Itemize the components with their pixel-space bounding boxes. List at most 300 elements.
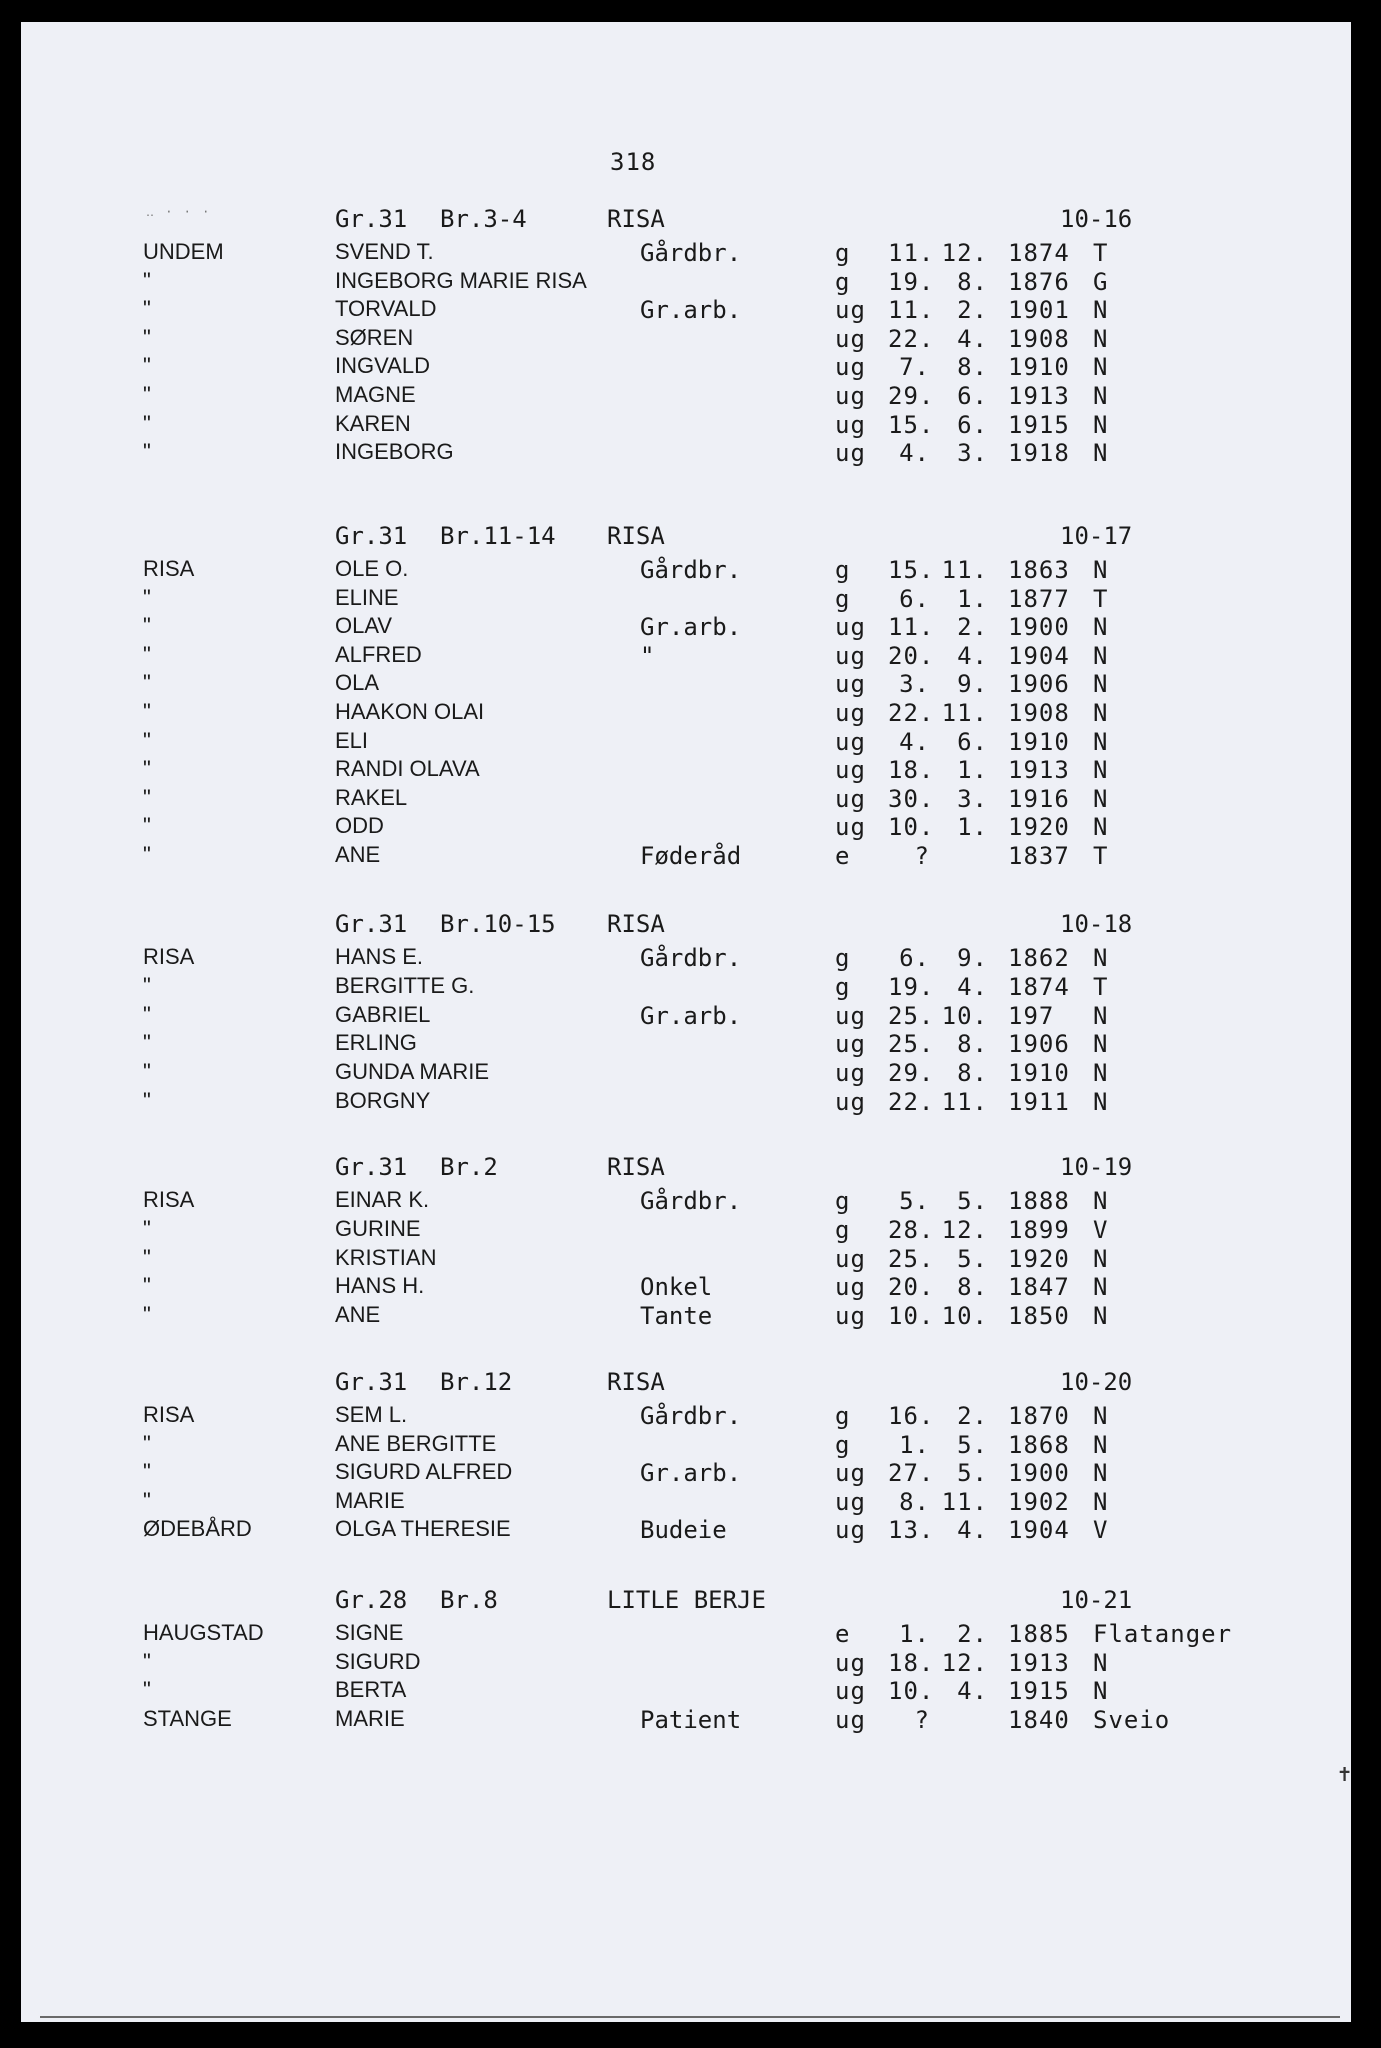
birth-year-cell: 1863 [1008,556,1070,584]
birth-month-cell: 4. [957,1677,988,1706]
occupation-cell: Budeie [640,1516,727,1545]
given-name-cell: TORVALD [335,296,437,322]
person-row [0,785,1381,814]
person-row [0,325,1381,354]
given-name-cell: GUNDA MARIE [335,1059,490,1085]
faint-margin-mark: ‥ · · · [146,205,212,219]
surname-cell: RISA [143,1187,195,1212]
birth-month-cell: 8. [957,1059,988,1088]
surname-cell: " [143,324,151,350]
marital-status-cell: ug [835,1059,866,1088]
birth-day-cell: 11. [888,239,935,267]
surname-cell: " [143,1273,151,1299]
person-row [0,1649,1381,1678]
birth-day-cell: 15. [888,410,935,439]
marital-status-cell: ug [835,353,866,382]
given-name-cell: SIGURD ALFRED [335,1459,513,1485]
marital-status-cell: ug [835,1648,866,1677]
birth-day-cell: 11. [888,613,935,642]
birth-year-cell: 1874 [1008,239,1070,267]
occupation-cell: Patient [640,1705,742,1734]
birth-year-cell: 1868 [1008,1430,1070,1459]
person-row [0,1002,1381,1031]
surname-cell: " [143,1487,151,1513]
birth-day-cell: 16. [888,1402,935,1430]
person-row [0,1459,1381,1488]
birth-year-cell: 1911 [1008,1087,1070,1116]
birthplace-cell: N [1093,698,1109,727]
birthplace-cell: N [1093,1648,1109,1677]
person-row [0,296,1381,325]
given-name-cell: BORGNY [335,1087,431,1113]
page-number: 318 [610,148,657,176]
birth-month-cell: 11. [941,1087,988,1116]
birth-month-cell: 2. [957,1402,988,1430]
birthplace-cell: N [1093,784,1109,813]
section-br: Br.2 [440,1153,498,1181]
birth-day-cell: 10. [888,1677,935,1706]
person-row [0,1187,1381,1216]
section-code: 10-19 [1060,1153,1133,1181]
surname-cell: ØDEBÅRD [143,1516,252,1542]
birth-year-cell: 1902 [1008,1487,1070,1516]
surname-cell: " [143,1677,151,1703]
given-name-cell: ALFRED [335,641,422,667]
birth-month-cell: 9. [957,944,988,972]
birth-day-cell: 22. [888,1087,935,1116]
given-name-cell: MARIE [335,1487,405,1513]
given-name-cell: BERGITTE G. [335,972,475,998]
marital-status-cell: g [835,1430,851,1459]
surname-cell: " [143,267,151,293]
birth-month-cell: 5. [957,1430,988,1459]
birth-month-cell: 9. [957,670,988,699]
occupation-cell: Onkel [640,1273,713,1302]
birthplace-cell: N [1093,670,1109,699]
section-header [0,522,1381,556]
birthplace-cell: N [1093,813,1109,842]
birthplace-cell: N [1093,381,1109,410]
birthplace-cell: N [1093,1273,1109,1302]
given-name-cell: BERTA [335,1677,407,1703]
birth-month-cell: 12. [941,239,988,267]
birth-day-cell: 1. [899,1430,930,1459]
surname-cell: UNDEM [143,239,224,264]
birthplace-cell: N [1093,1430,1109,1459]
marital-status-cell: g [835,1402,851,1430]
person-row [0,382,1381,411]
birth-year-cell: 1870 [1008,1402,1070,1430]
given-name-cell: INGEBORG MARIE RISA [335,267,587,293]
marital-status-cell: ug [835,1001,866,1030]
birth-year-cell: 1877 [1008,584,1070,613]
person-row [0,1245,1381,1274]
surname-cell: " [143,1087,151,1113]
birth-month-cell: 6. [957,381,988,410]
section-gr: Gr.31 [335,522,408,550]
birth-day-cell: 28. [888,1215,935,1244]
section-br: Br.10-15 [440,910,556,938]
given-name-cell: MARIE [335,1705,405,1731]
given-name-cell: SIGURD [335,1648,421,1674]
surname-cell: " [143,784,151,810]
birth-year-cell: 1862 [1008,944,1070,972]
occupation-cell: " [640,641,655,670]
birth-month-cell: 10. [941,1001,988,1030]
marital-status-cell: ug [835,670,866,699]
section-gr: Gr.31 [335,1153,408,1181]
birth-day-cell: 22. [888,324,935,353]
occupation-cell: Føderåd [640,841,742,870]
birth-month-cell: 1. [957,756,988,785]
birthplace-cell: N [1093,1187,1109,1215]
birth-day-cell: 8. [899,1487,930,1516]
birth-month-cell: 8. [957,267,988,296]
given-name-cell: ERLING [335,1030,417,1056]
birthplace-cell: N [1093,1677,1109,1706]
section-header [0,1586,1381,1620]
surname-cell: " [143,1430,151,1456]
birth-month-cell: 2. [957,296,988,325]
birthplace-cell: V [1093,1215,1109,1244]
section-header [0,205,1381,239]
birth-year-cell: 1885 [1008,1620,1070,1648]
birthplace-cell: Flatanger [1093,1620,1233,1648]
marital-status-cell: ug [835,784,866,813]
surname-cell: " [143,1059,151,1085]
person-row [0,1030,1381,1059]
birth-year-cell: 1906 [1008,670,1070,699]
person-row [0,353,1381,382]
person-row [0,1273,1381,1302]
birth-month-cell: 11. [941,556,988,584]
birth-day-cell: 25. [888,1030,935,1059]
given-name-cell: INGVALD [335,353,430,379]
birth-month-cell: 11. [941,1487,988,1516]
occupation-cell: Gårdbr. [640,556,742,584]
birth-month-cell: 2. [957,1620,988,1648]
birth-day-cell: 30. [888,784,935,813]
given-name-cell: ELI [335,727,369,753]
birthplace-cell: N [1093,296,1109,325]
occupation-cell: Gårdbr. [640,944,742,972]
birthplace-cell: N [1093,410,1109,439]
marital-status-cell: e [835,841,851,870]
birth-day-cell: 29. [888,1059,935,1088]
section-gr: Gr.31 [335,910,408,938]
marital-status-cell: ug [835,1030,866,1059]
section-place: RISA [607,205,665,233]
given-name-cell: ODD [335,813,384,839]
surname-cell: " [143,1648,151,1674]
birth-year-cell: 1900 [1008,613,1070,642]
birth-year-cell: 1899 [1008,1215,1070,1244]
birth-year-cell: 1913 [1008,756,1070,785]
marital-status-cell: ug [835,727,866,756]
person-row [0,613,1381,642]
surname-cell: " [143,439,151,465]
birth-day-cell: 4. [899,727,930,756]
birthplace-cell: N [1093,353,1109,382]
surname-cell: " [143,1215,151,1241]
person-row [0,1088,1381,1117]
birth-month-cell: 10. [941,1302,988,1331]
birth-year-cell: 1910 [1008,353,1070,382]
surname-cell: " [143,841,151,867]
birth-year-cell: 1913 [1008,381,1070,410]
person-row [0,973,1381,1002]
birth-year-cell: 1837 [1008,841,1070,870]
surname-cell: " [143,670,151,696]
birth-day-cell: 20. [888,641,935,670]
marital-status-cell: g [835,1215,851,1244]
given-name-cell: HAAKON OLAI [335,698,485,724]
occupation-cell: Gårdbr. [640,1402,742,1430]
person-row [0,1402,1381,1431]
birth-month-cell: 8. [957,1273,988,1302]
section-br: Br.12 [440,1368,513,1396]
person-row [0,642,1381,671]
birth-year-cell: 1915 [1008,1677,1070,1706]
birthplace-cell: T [1093,584,1109,613]
birthplace-cell: G [1093,267,1109,296]
birth-day-cell: 27. [888,1459,935,1488]
birthplace-cell: N [1093,1001,1109,1030]
birth-month-cell: 6. [957,410,988,439]
surname-cell: RISA [143,1402,195,1427]
given-name-cell: OLA [335,670,380,696]
marital-status-cell: g [835,556,851,584]
birth-day-cell: 15. [888,556,935,584]
given-name-cell: GABRIEL [335,1001,431,1027]
birthplace-cell: N [1093,613,1109,642]
person-row [0,585,1381,614]
section-header [0,1368,1381,1402]
section-br: Br.8 [440,1586,498,1614]
birthplace-cell: N [1093,727,1109,756]
birth-day-cell: 19. [888,267,935,296]
marital-status-cell: ug [835,1459,866,1488]
marital-status-cell: ug [835,613,866,642]
birth-year-cell: 1876 [1008,267,1070,296]
section-code: 10-18 [1060,910,1133,938]
birth-month-cell: 3. [957,439,988,468]
birth-month-cell: 6. [957,727,988,756]
marital-status-cell: g [835,1187,851,1215]
given-name-cell: ANE [335,841,381,867]
birth-year-cell: 1920 [1008,813,1070,842]
birth-year-cell: 1888 [1008,1187,1070,1215]
person-row [0,239,1381,268]
section-gr: Gr.31 [335,1368,408,1396]
given-name-cell: OLAV [335,613,393,639]
birth-month-cell: 8. [957,1030,988,1059]
given-name-cell: HANS H. [335,1273,425,1299]
birth-year-cell: 1913 [1008,1648,1070,1677]
birth-day-cell: 10. [888,813,935,842]
occupation-cell: Gårdbr. [640,1187,742,1215]
surname-cell: " [143,813,151,839]
marital-status-cell: ug [835,698,866,727]
section-code: 10-17 [1060,522,1133,550]
birth-year-cell: 1910 [1008,727,1070,756]
surname-cell: HAUGSTAD [143,1620,264,1645]
marital-status-cell: ug [835,410,866,439]
person-row [0,556,1381,585]
section-place: RISA [607,1368,665,1396]
birthplace-cell: V [1093,1516,1109,1545]
person-row [0,268,1381,297]
birth-day-cell: 25. [888,1244,935,1273]
given-name-cell: RANDI OLAVA [335,756,480,782]
given-name-cell: HANS E. [335,944,424,969]
person-row [0,756,1381,785]
surname-cell: " [143,1001,151,1027]
occupation-cell: Gårdbr. [640,239,742,267]
person-row [0,699,1381,728]
marital-status-cell: g [835,584,851,613]
birth-day-cell: 3. [899,670,930,699]
given-name-cell: RAKEL [335,784,408,810]
given-name-cell: SVEND T. [335,239,434,264]
surname-cell: " [143,410,151,436]
birth-year-cell: 1904 [1008,1516,1070,1545]
person-row [0,411,1381,440]
birth-day-cell: 19. [888,972,935,1001]
household-section [0,910,1381,1117]
marital-status-cell: g [835,267,851,296]
section-place: LITLE BERJE [607,1586,766,1614]
birth-month-cell: 1. [957,584,988,613]
section-br: Br.11-14 [440,522,556,550]
surname-cell: " [143,641,151,667]
birth-month-cell: 5. [957,1187,988,1215]
birth-year-cell: 1908 [1008,324,1070,353]
birth-month-cell: 5. [957,1244,988,1273]
person-row [0,813,1381,842]
birthplace-cell: N [1093,1059,1109,1088]
surname-cell: " [143,972,151,998]
given-name-cell: OLGA THERESIE [335,1516,511,1542]
surname-cell: RISA [143,556,195,581]
person-row [0,670,1381,699]
birth-year-cell: 1916 [1008,784,1070,813]
birthplace-cell: N [1093,1487,1109,1516]
birth-year-cell: 1850 [1008,1302,1070,1331]
birth-day-cell: 1. [899,1620,930,1648]
birthplace-cell: N [1093,1402,1109,1430]
given-name-cell: ELINE [335,584,399,610]
birth-month-cell: 4. [957,641,988,670]
surname-cell: " [143,1302,151,1328]
birth-month-cell: 4. [957,972,988,1001]
birthplace-cell: N [1093,1030,1109,1059]
marital-status-cell: g [835,972,851,1001]
birth-year-cell: 1900 [1008,1459,1070,1488]
given-name-cell: INGEBORG [335,439,454,465]
birthplace-cell: N [1093,1302,1109,1331]
surname-cell: " [143,584,151,610]
birth-year-cell: 1915 [1008,410,1070,439]
birthplace-cell: T [1093,972,1109,1001]
birth-month-cell: 12. [941,1648,988,1677]
birth-year-cell: 1918 [1008,439,1070,468]
surname-cell: " [143,296,151,322]
person-row [0,439,1381,468]
birth-year-cell: 1840 [1008,1705,1070,1734]
birth-year-cell: 1847 [1008,1273,1070,1302]
birth-day-cell: 18. [888,756,935,785]
birthplace-cell: N [1093,756,1109,785]
surname-cell: " [143,381,151,407]
occupation-cell: Gr.arb. [640,1459,742,1488]
surname-cell: " [143,353,151,379]
marital-status-cell: ug [835,641,866,670]
birth-day-cell: 7. [899,353,930,382]
surname-cell: " [143,1244,151,1270]
birth-year-cell: 1906 [1008,1030,1070,1059]
marital-status-cell: ug [835,324,866,353]
birth-day-cell: 29. [888,381,935,410]
birthplace-cell: N [1093,1244,1109,1273]
marital-status-cell: ug [835,1677,866,1706]
marital-status-cell: ug [835,296,866,325]
birth-day-cell: 5. [899,1187,930,1215]
birthplace-cell: N [1093,641,1109,670]
surname-cell: STANGE [143,1705,232,1731]
birthplace-cell: N [1093,944,1109,972]
section-gr: Gr.28 [335,1586,408,1614]
marital-status-cell: g [835,239,851,267]
birth-day-cell: 10. [888,1302,935,1331]
person-row [0,1488,1381,1517]
household-section [0,1153,1381,1331]
birthplace-cell: N [1093,324,1109,353]
given-name-cell: SØREN [335,324,414,350]
surname-cell: " [143,698,151,724]
person-row [0,1706,1381,1735]
birthplace-cell: T [1093,239,1109,267]
marital-status-cell: ug [835,439,866,468]
birth-year-cell: 1910 [1008,1059,1070,1088]
birth-day-cell: 25. [888,1001,935,1030]
occupation-cell: Gr.arb. [640,1001,742,1030]
person-row [0,1059,1381,1088]
given-name-cell: SIGNE [335,1620,404,1645]
birth-year-cell: 1874 [1008,972,1070,1001]
section-code: 10-20 [1060,1368,1133,1396]
household-section [0,205,1381,468]
given-name-cell: ANE BERGITTE [335,1430,497,1456]
surname-cell: " [143,613,151,639]
birth-day-cell: 6. [899,944,930,972]
person-row [0,842,1381,871]
person-row [0,944,1381,973]
birth-year-cell: 1908 [1008,698,1070,727]
given-name-cell: GURINE [335,1215,421,1241]
marital-status-cell: ug [835,381,866,410]
section-code: 10-21 [1060,1586,1133,1614]
marital-status-cell: ug [835,756,866,785]
birth-day-cell: 18. [888,1648,935,1677]
given-name-cell: MAGNE [335,381,416,407]
birthplace-cell: T [1093,841,1109,870]
person-row [0,1620,1381,1649]
marital-status-cell: g [835,944,851,972]
occupation-cell: Gr.arb. [640,613,742,642]
birthplace-cell: N [1093,1459,1109,1488]
given-name-cell: ANE [335,1302,381,1328]
